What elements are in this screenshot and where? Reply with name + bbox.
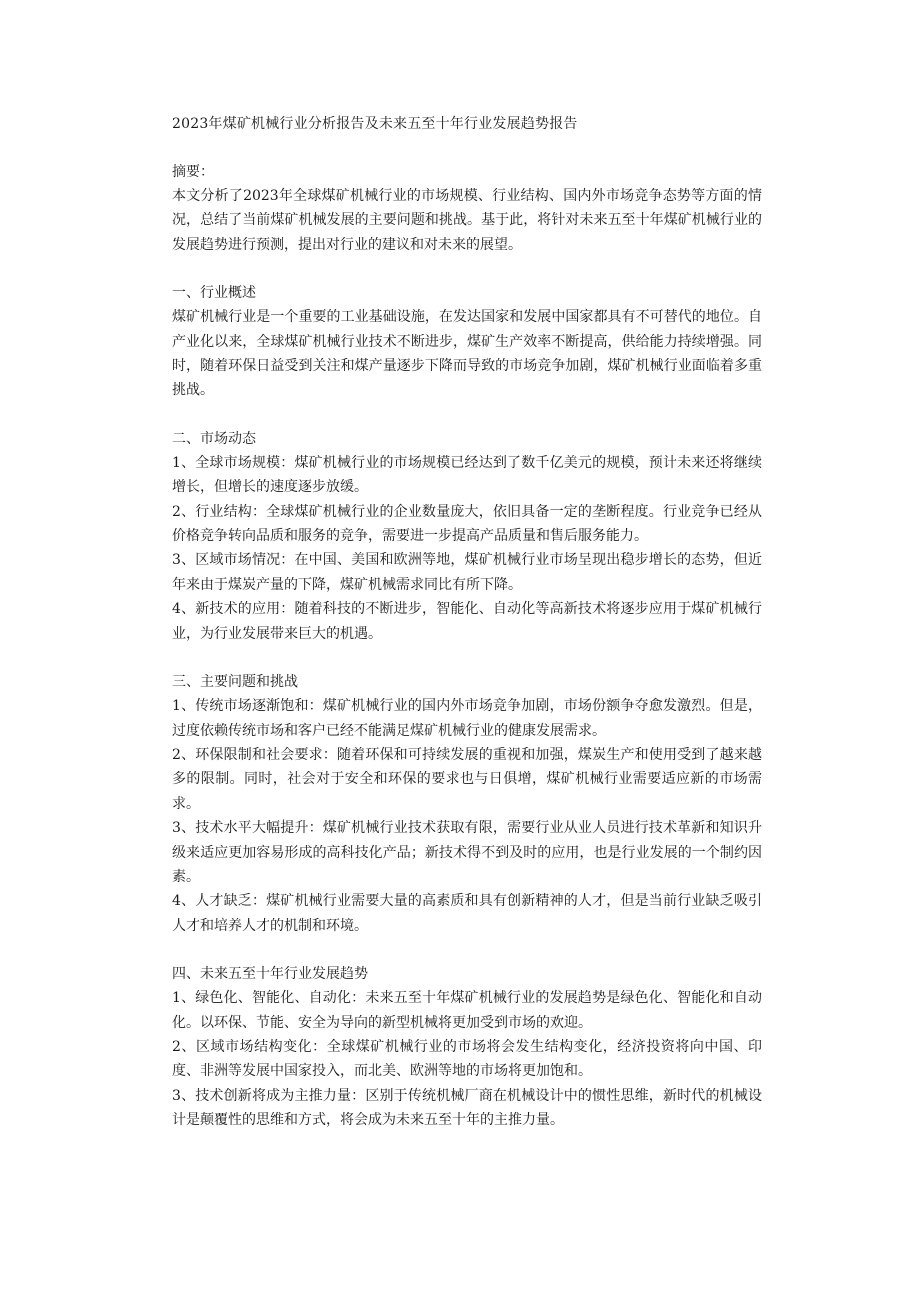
- section-paragraph: 煤矿机械行业是一个重要的工业基础设施，在发达国家和发展中国家都具有不可替代的地位。自产业化以来，全球煤矿机械行业技术不断进步，煤矿生产效率不断提高，供给能力持续增强。同时，随着环保日益受到关注和煤产量逐步下降而导致的市场竞争加剧，煤矿机械行业面临着多重挑战。: [172, 309, 762, 399]
- section-paragraph: 2、行业结构：全球煤矿机械行业的企业数量庞大，依旧具备一定的垄断程度。行业竞争已经从价格竞争转向品质和服务的竞争，需要进一步提高产品质量和售后服务能力。: [172, 503, 762, 545]
- document-page: [172, 112, 762, 1157]
- section-paragraph: 2、区域市场结构变化：全球煤矿机械行业的市场将会发生结构变化，经济投资将向中国、印度、非洲等发展中国家投入，而北美、欧洲等地的市场将更加饱和。: [172, 1038, 762, 1080]
- abstract-heading: 摘要：: [172, 164, 214, 180]
- section-paragraph: 1、全球市场规模：煤矿机械行业的市场规模已经达到了数千亿美元的规模，预计未来还将继续增长，但增长的速度逐步放缓。: [172, 454, 762, 496]
- document-title: 2023年煤矿机械行业分析报告及未来五至十年行业发展趋势报告: [172, 116, 578, 132]
- section-paragraph: 1、传统市场逐渐饱和：煤矿机械行业的国内外市场竞争加剧，市场份额争夺愈发激烈。但是，过度依赖传统市场和客户已经不能满足煤矿机械行业的健康发展需求。: [172, 698, 762, 739]
- section-future-trends: [172, 962, 762, 1132]
- section-paragraph: 1、绿色化、智能化、自动化：未来五至十年煤矿机械行业的发展趋势是绿色化、智能化和自动化。以环保、节能、安全为导向的新型机械将更加受到市场的欢迎。: [172, 990, 762, 1031]
- section-paragraph: 4、新技术的应用：随着科技的不断进步，智能化、自动化等高新技术将逐步应用于煤矿机械行业，为行业发展带来巨大的机遇。: [172, 601, 762, 642]
- section-heading: 二、市场动态: [172, 430, 256, 447]
- section-heading: 四、未来五至十年行业发展趋势: [172, 966, 368, 983]
- abstract-text: 本文分析了2023年全球煤矿机械行业的市场规模、行业结构、国内外市场竞争态势等方面的情况，总结了当前煤矿机械发展的主要问题和挑战。基于此，将针对未来五至十年煤矿机械行业的发展趋势进行预测，提出对行业的建议和对未来的展望。: [172, 188, 762, 253]
- section-paragraph: 3、区域市场情况：在中国、美国和欧洲等地，煤矿机械行业市场呈现出稳步增长的态势，但近年来由于煤炭产量的下降，煤矿机械需求同比有所下降。: [172, 552, 762, 593]
- section-paragraph: 3、技术创新将成为主推力量：区别于传统机械厂商在机械设计中的惯性思维，新时代的机械设计是颠覆性的思维和方式，将会成为未来五至十年的主推力量。: [172, 1087, 762, 1129]
- section-heading: 一、行业概述: [172, 285, 256, 302]
- section-problems-challenges: [172, 670, 762, 938]
- section-market-dynamics: [172, 427, 762, 646]
- section-paragraph: 2、环保限制和社会要求：随着环保和可持续发展的重视和加强，煤炭生产和使用受到了越来越多的限制。同时，社会对于安全和环保的要求也与日俱增，煤矿机械行业需要适应新的市场需求。: [172, 746, 762, 812]
- section-heading: 三、主要问题和挑战: [172, 674, 298, 691]
- section-paragraph: 4、人才缺乏：煤矿机械行业需要大量的高素质和具有创新精神的人才，但是当前行业缺乏吸引人才和培养人才的机制和环境。: [172, 893, 762, 934]
- abstract-section: [172, 160, 762, 257]
- section-overview: [172, 281, 762, 403]
- section-paragraph: 3、技术水平大幅提升：煤矿机械行业技术获取有限，需要行业从业人员进行技术革新和知识升级来适应更加容易形成的高科技化产品；新技术得不到及时的应用，也是行业发展的一个制约因素。: [172, 820, 762, 885]
